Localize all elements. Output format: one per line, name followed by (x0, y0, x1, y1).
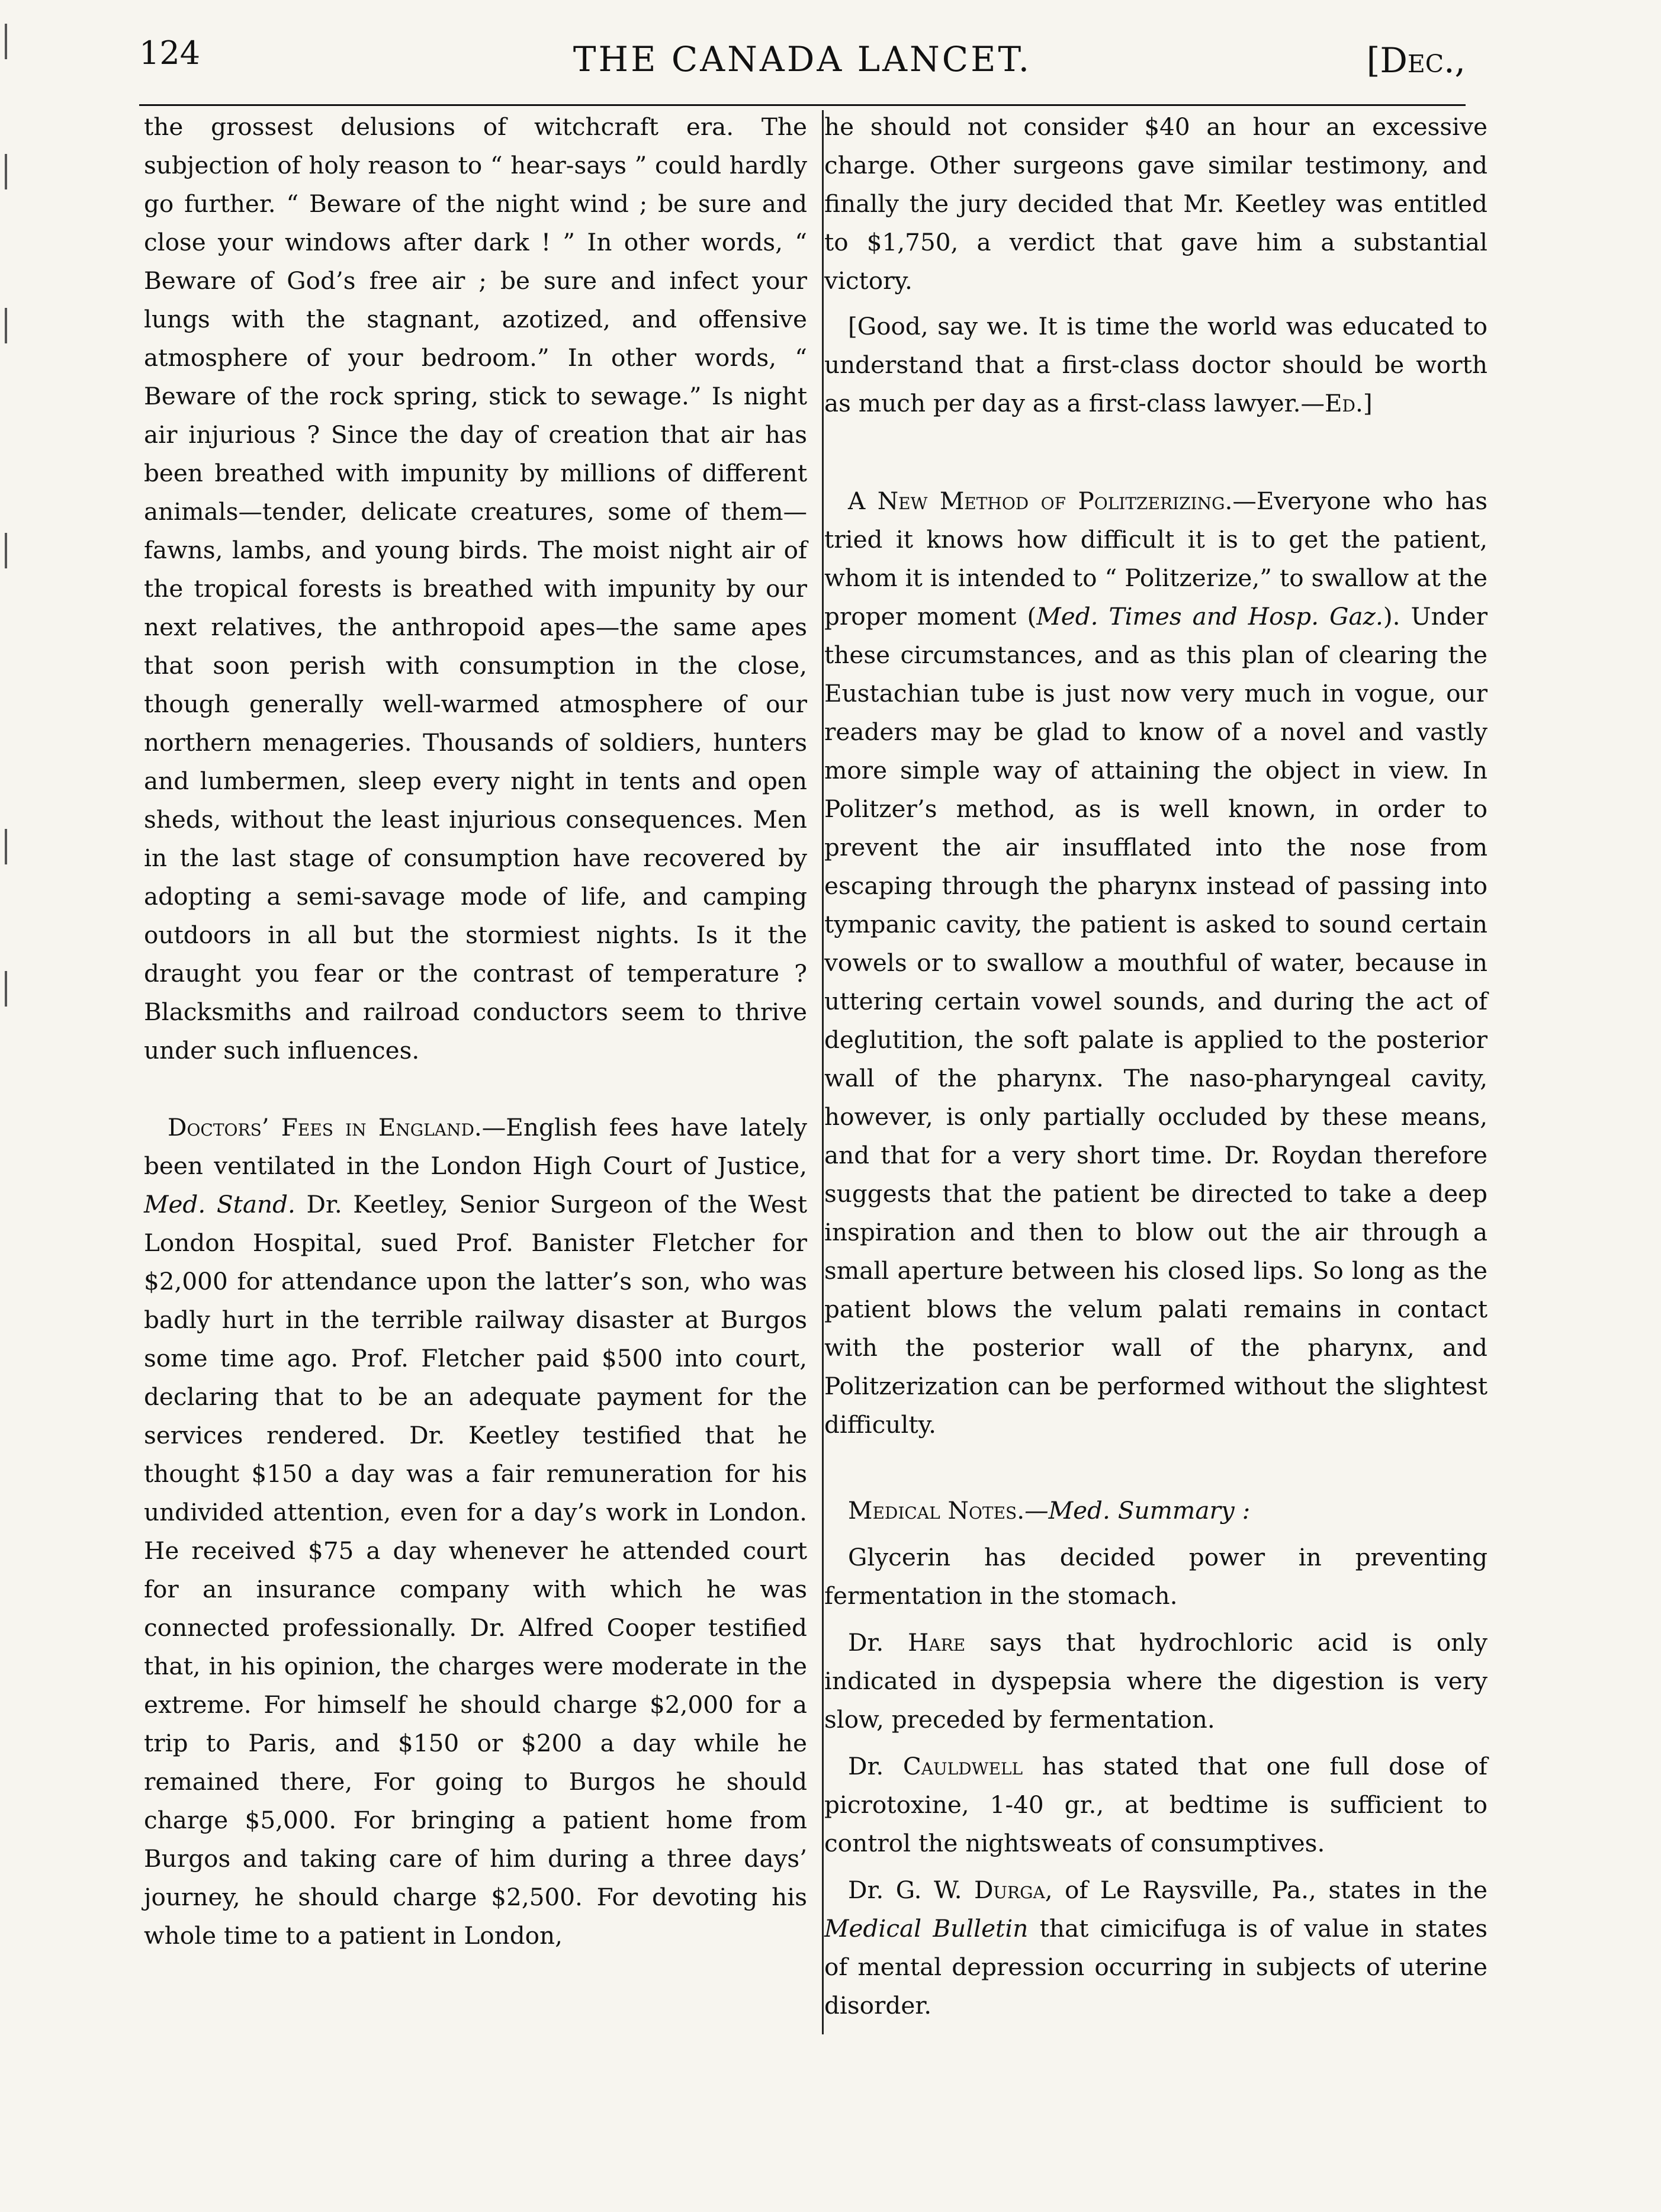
medical-notes-heading: Medical Notes. (848, 1496, 1025, 1525)
issue-date-text: [Dec., (1366, 40, 1466, 81)
header-rule (139, 104, 1466, 106)
running-title: THE CANADA LANCET. (573, 39, 1032, 79)
scan-edge-marks (0, 0, 41, 2212)
politzerizing-article (824, 482, 1487, 1444)
note-durga-text-2: that cimicifuga is of value in states of mental depression occurring in subjects of uterine disorder. (824, 1914, 1487, 2020)
note-cauldwell-text: has stated that one full dose of picrotoxine, 1-40 gr., at bedtime is sufficient to control the nightsweats of consumptives. (824, 1752, 1487, 1857)
note-hare-prefix: Dr. (848, 1628, 908, 1657)
editor-note-close: ] (1363, 389, 1373, 417)
right-column (824, 108, 1487, 2025)
editor-signature: Ed. (1324, 389, 1363, 417)
note-durga-prefix: Dr. (848, 1876, 896, 1904)
page-header (139, 34, 1466, 105)
doctors-fees-text-2: Dr. Keetley, Senior Surgeon of the West London Hospital, sued Prof. Banister Fletcher for $2,000 for attendance upon the latter’s son, who was badly hurt in the terrible railway disaster at Burgos some time ago. Prof. Fletcher paid $500 into court, declaring that to be an adequate payment for the services rendered. Dr. Keetley testified that he thought $150 a day was a fair remuneration for his undivided attention, even for a day’s work in London. He received $75 a day whenever he attended court for an insurance company with which he was connected professionally. Dr. Alfred Cooper testified that, in his opinion, the charges were moderate in the extreme. For himself he should charge $2,000 for a trip to Paris, and $150 or $200 a day while he remained there, For going to Burgos he should charge $5,000. For bringing a patient home from Burgos and taking care of him during a three days’ journey, he should charge $2,500. For devoting his whole time to a patient in London, (144, 1190, 807, 1950)
note-hare-name: Hare (908, 1628, 966, 1657)
medical-note-durga (824, 1871, 1487, 2025)
doctors-fees-source: Med. Stand. (144, 1190, 295, 1218)
politzerizing-text-1: —Everyone who has tried it knows how difficult it is to get the patient, whom it is intended to “ Politzerize,” to swallow at the proper moment ( (824, 487, 1487, 631)
note-durga-source: Medical Bulletin (824, 1914, 1029, 1943)
medical-notes-source: —Med. Summary : (1024, 1496, 1251, 1525)
left-column (144, 108, 807, 1955)
doctors-fees-article (144, 1108, 807, 1955)
medical-note-hare (824, 1623, 1487, 1739)
editor-note (824, 307, 1487, 423)
editor-note-text: [Good, say we. It is time the world was educated to understand that a first-class doctor should be worth as much per day as a first-class lawyer.— (824, 312, 1487, 417)
issue-date (1367, 40, 1466, 81)
column-divider (822, 110, 824, 2034)
doctors-fees-heading: Doctors’ Fees in England. (168, 1113, 482, 1142)
page-number: 124 (139, 34, 201, 72)
medical-note-glycerin: Glycerin has decided power in preventing fermentation in the stomach. (824, 1543, 1487, 1610)
politzerizing-source: Med. Times and Hosp. Gaz. (1036, 602, 1383, 631)
note-durga-text-1: , of Le Raysville, Pa., states in the (1045, 1876, 1487, 1904)
doctors-fees-text-1: —English fees have lately been ventilated in the London High Court of Justice, (144, 1113, 807, 1180)
medical-note-cauldwell (824, 1747, 1487, 1863)
fees-continuation: he should not consider $40 an hour an excessive charge. Other surgeons gave similar testimony, and finally the jury decided that Mr. Keetley was entitled to $1,750, a verdict that gave him a substantial victory. (824, 112, 1487, 295)
politzerizing-text-2: ). Under these circumstances, and as this plan of clearing the Eustachian tube is just now very much in vogue, our readers may be glad to know of a novel and vastly more simple way of attaining the object in view. In Politzer’s method, as is well known, in order to prevent the air insufflated into the nose from escaping through the pharynx instead of passing into tympanic cavity, the patient is asked to sound certain vowels or to swallow a mouthful of water, because in uttering certain vowel sounds, and during the act of deglutition, the soft palate is applied to the posterior wall of the pharynx. The naso-pharyngeal cavity, however, is only partially occluded by these means, and that for a very short time. Dr. Roydan therefore suggests that the patient be directed to take a deep inspiration and then to blow out the air through a small aperture between his closed lips. So long as the patient blows the velum palati remains in contact with the posterior wall of the pharynx, and Politzerization can be performed without the slightest difficulty. (824, 602, 1487, 1439)
note-durga-name: G. W. Durga (895, 1876, 1045, 1904)
note-cauldwell-name: Cauldwell (902, 1752, 1023, 1780)
witchcraft-paragraph: the grossest delusions of witchcraft era. The subjection of holy reason to “ hear-says ” could hardly go further. “ Beware of the night wind ; be sure and close your windows after dark ! ” In other words, “ Beware of God’s free air ; be sure and infect your lungs with the stagnant, azotized, and offensive atmosphere of your bedroom.” In other words, “ Beware of the rock spring, stick to sewage.” Is night air injurious ? Since the day of creation that air has been breathed with impunity by millions of different animals—tender, delicate creatures, some of them—fawns, lambs, and young birds. The moist night air of the tropical forests is breathed with impunity by our next relatives, the anthropoid apes—the same apes that soon perish with consumption in the close, though generally well-warmed atmosphere of our northern menageries. Thousands of soldiers, hunters and lumbermen, sleep every night in tents and open sheds, without the least injurious consequences. Men in the last stage of consumption have recovered by adopting a semi-savage mode of life, and camping outdoors in all but the stormiest nights. Is it the draught you fear or the contrast of temperature ? Blacksmiths and railroad conductors seem to thrive under such influences. (144, 112, 807, 1065)
note-cauldwell-prefix: Dr. (848, 1752, 903, 1780)
medical-notes-heading-line (824, 1491, 1487, 1530)
politzerizing-heading: A New Method of Politzerizing. (848, 487, 1233, 515)
note-hare-text: says that hydrochloric acid is only indicated in dyspepsia where the digestion is very slow, preceded by fermentation. (824, 1628, 1487, 1734)
